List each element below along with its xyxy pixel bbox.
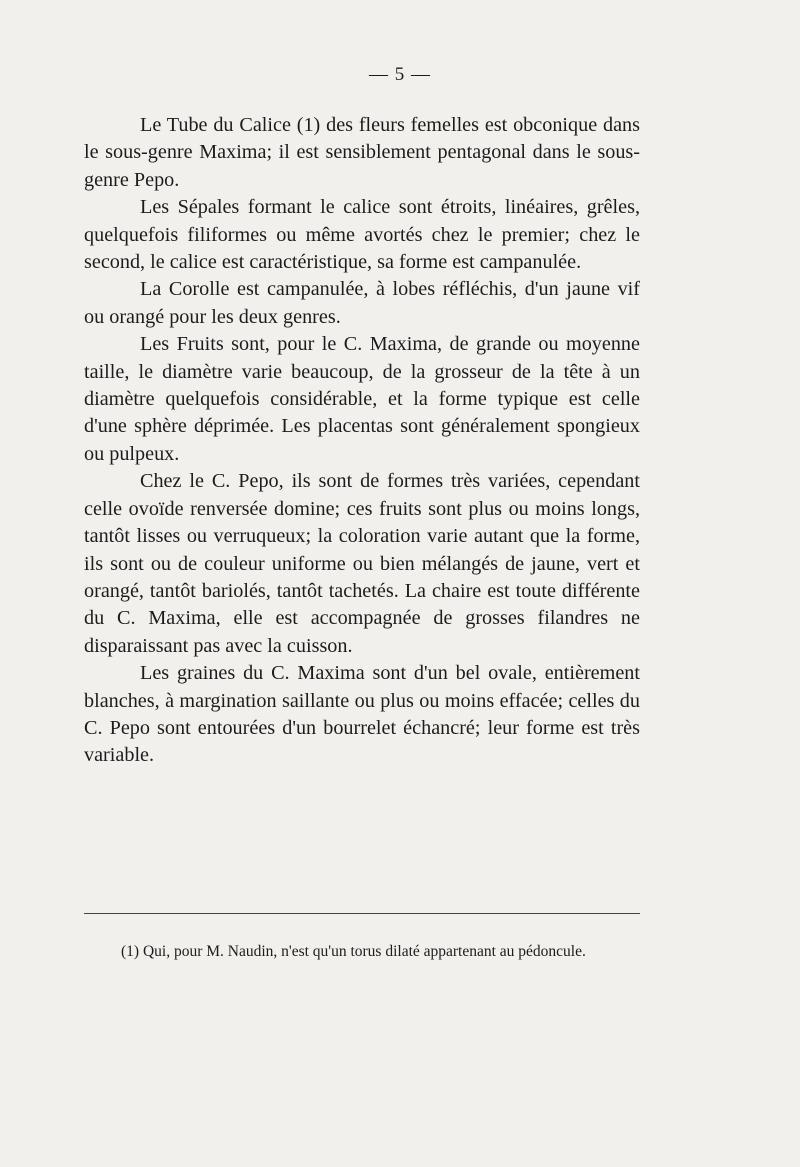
footnote: (1) Qui, pour M. Naudin, n'est qu'un torus dilaté appartenant au pédoncule.	[121, 943, 586, 960]
paragraph-sepals: Les Sépales formant le calice sont étroits, linéaires, grêles, quelquefois filiformes ou même avortés chez le premier; chez le second, le calice est caractéristique, sa forme est campanulée.	[84, 196, 640, 274]
paragraph-fruits-maxima: Les Fruits sont, pour le C. Maxima, de grande ou moyenne taille, le diamètre varie beaucoup, de la grosseur de la tête à un diamètre quelquefois considérable, et la forme typique est celle d'une sphère déprimée. Les placentas sont généralement spongieux ou pulpeux.	[84, 333, 640, 465]
paragraph-seeds: Les graines du C. Maxima sont d'un bel ovale, entièrement blanches, à margination saillante ou plus ou moins effacée; celles du C. Pepo sont entourées d'un bourrelet échancré; leur forme est très variable.	[84, 662, 640, 767]
page-number: — 5 —	[369, 64, 431, 85]
paragraph-fruits-pepo: Chez le C. Pepo, ils sont de formes très variées, cependant celle ovoïde renversée domine; ces fruits sont plus ou moins longs, tantôt lisses ou verruqueux; la coloration varie autant que la forme, ils sont ou de couleur uniforme ou bien mélangés de jaune, vert et orangé, tantôt bariolés, tantôt tachetés. La chaire est toute différente du C. Maxima, elle est accompagnée de grosses filandres ne disparaissant pas avec la cuisson.	[84, 470, 640, 657]
footnote-divider	[84, 913, 640, 914]
body-text	[84, 112, 640, 770]
paragraph-calyx-tube: Le Tube du Calice (1) des fleurs femelles est obconique dans le sous-genre Maxima; il est sensiblement pentagonal dans le sous-genre Pepo.	[84, 114, 640, 191]
paragraph-corolla: La Corolle est campanulée, à lobes réfléchis, d'un jaune vif ou orangé pour les deux genres.	[84, 278, 640, 328]
